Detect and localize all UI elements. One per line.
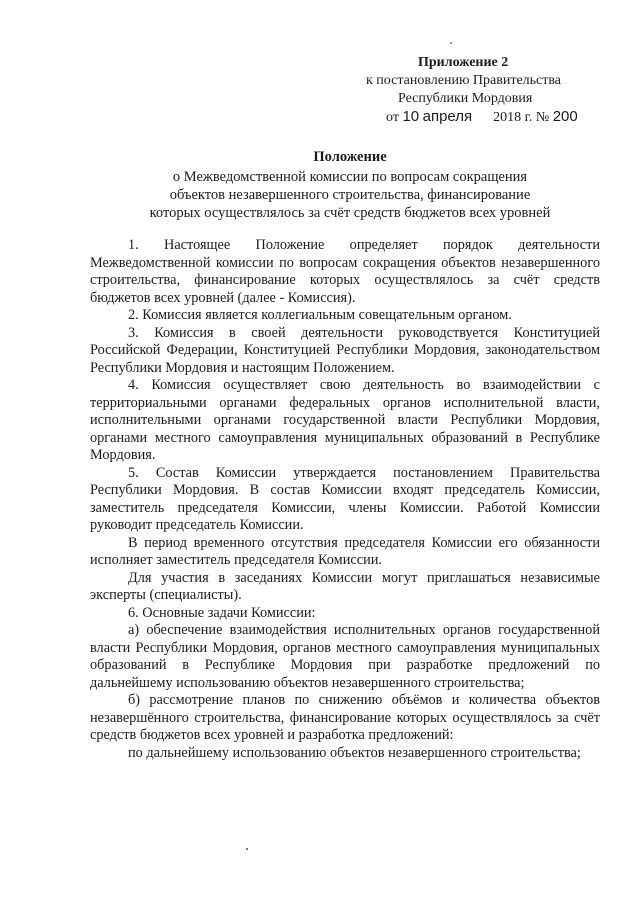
date-day: 10 [402, 108, 420, 125]
paragraph-6b-item: по дальнейшему использованию объектов незавершенного строительства; [128, 744, 581, 761]
date-prefix: от [386, 110, 399, 125]
appendix-title: Приложение 2 [418, 55, 509, 70]
appendix-date-line [360, 108, 610, 127]
heading-line-3: которых осуществлялось за счёт средств бюджетов всех уровней [149, 205, 551, 221]
paragraph-5: 5. Состав Комиссии утверждается постановлением Правительства Республики Мордовия. В состав Комиссии входят председатель Комиссии, заместитель председателя Комиссии, члены Комиссии. Работой Комиссии руководит председатель Комиссии. [90, 464, 600, 533]
appendix-government-line: Республики Мордовия [398, 91, 533, 106]
paragraph-2: 2. Комиссия является коллегиальным совещательным органом. [128, 307, 512, 323]
document-heading [90, 148, 610, 222]
date-year: 2018 г. № [493, 110, 550, 125]
appendix-block [360, 54, 610, 127]
date-number: 200 [552, 108, 578, 125]
paragraph-4: 4. Комиссия осуществляет свою деятельность во взаимодействии с территориальными органами федеральных органов исполнительной власти, исполнительными органами государственной власти Республики Мордовия, органами местного самоуправления муниципальных образований в Республике Мордовия. [90, 377, 600, 463]
paragraph-5-experts: Для участия в заседаниях Комиссии могут приглашаться независимые эксперты (специалисты). [90, 569, 600, 603]
scan-speck [450, 42, 452, 44]
document-body [90, 237, 600, 762]
paragraph-6b: б) рассмотрение планов по снижению объёмов и количества объектов незавершённого строительства, финансирование которых осуществлялось за счёт средств бюджетов всех уровней и разработка предложений: [90, 692, 600, 743]
document-title: Положение [313, 149, 387, 165]
paragraph-6a: а) обеспечение взаимодействия исполнительных органов государственной власти Республики Мордовия, органов местного самоуправления муниципальных образований в Республике Мордовия при разработке предложений по дальнейшему использованию объектов незавершенного строительства; [90, 622, 600, 691]
paragraph-3: 3. Комиссия в своей деятельности руководствуется Конституцией Российской Федерации, Конституцией Республики Мордовия, законодательством Республики Мордовия и настоящим Положением. [90, 324, 600, 376]
paragraph-5-absence: В период временного отсутствия председателя Комиссии его обязанности исполняет заместитель председателя Комиссии. [90, 534, 600, 568]
appendix-resolution-line: к постановлению Правительства [366, 73, 562, 88]
date-month: апреля [422, 108, 473, 125]
heading-line-2: объектов незавершенного строительства, финансирование [169, 187, 531, 203]
paragraph-1: 1. Настоящее Положение определяет порядок деятельности Межведомственной комиссии по вопросам сокращения объектов незавершенного строительства, финансирование которых осуществлялось за счёт средств бюджетов всех уровней (далее - Комиссия). [90, 237, 600, 306]
heading-line-1: о Межведомственной комиссии по вопросам сокращения [172, 169, 528, 185]
paragraph-6: 6. Основные задачи Комиссии: [128, 604, 316, 621]
scan-speck [246, 848, 248, 850]
